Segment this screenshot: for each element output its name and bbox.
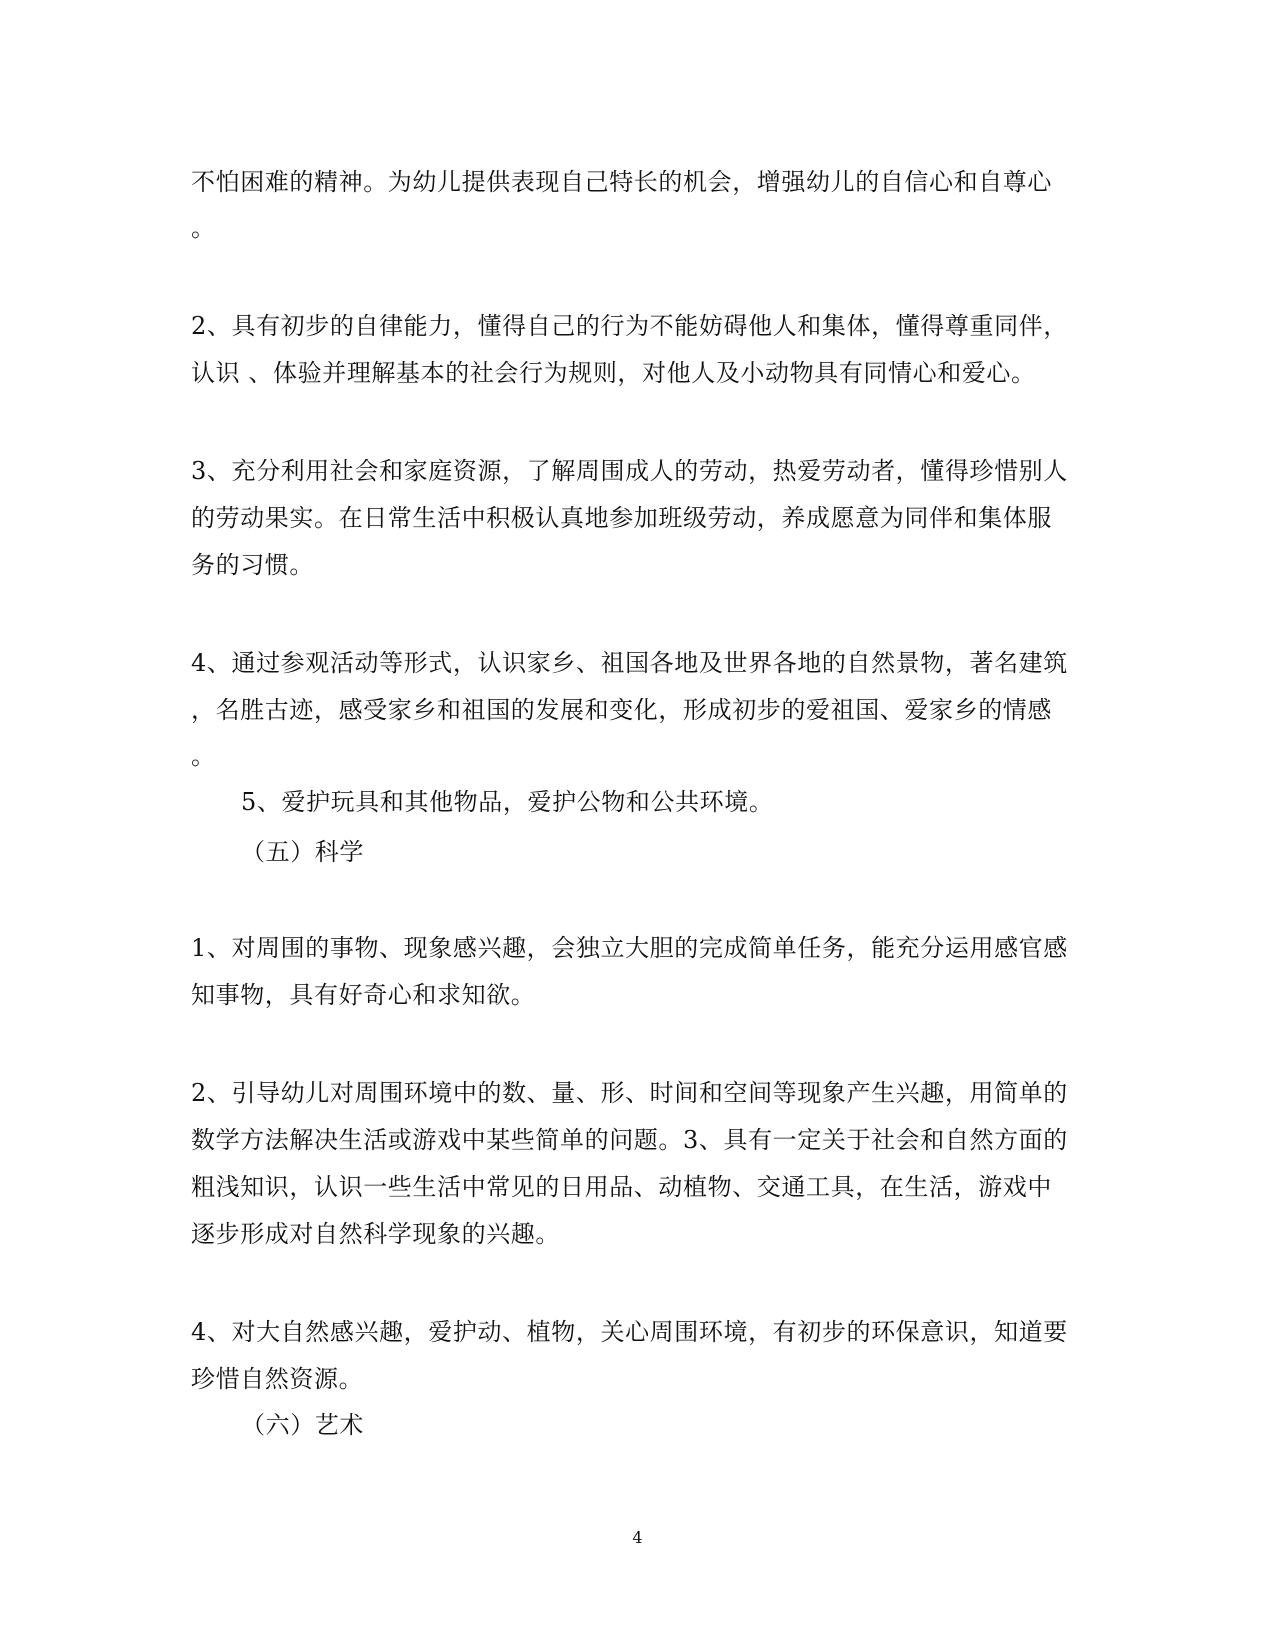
- text-line: ，名胜古迹，感受家乡和祖国的发展和变化，形成初步的爱祖国、爱家乡的情感: [191, 696, 1052, 724]
- text-line: 逐步形成对自然科学现象的兴趣。: [191, 1220, 560, 1248]
- section-heading: （五）科学: [241, 838, 364, 866]
- text-line: 2、具有初步的自律能力，懂得自己的行为不能妨碍他人和集体，懂得尊重同伴，: [191, 312, 1068, 340]
- text-line: 5、爱护玩具和其他物品，爱护公物和公共环境。: [241, 788, 774, 816]
- text-line: 认识 、体验并理解基本的社会行为规则，对他人及小动物具有同情心和爱心。: [191, 359, 1036, 387]
- text-line: 珍惜自然资源。: [191, 1365, 364, 1393]
- text-line: 不怕困难的精神。为幼儿提供表现自己特长的机会，增强幼儿的自信心和自尊心: [191, 168, 1052, 196]
- text-line: 务的习惯。: [191, 551, 314, 579]
- text-line: 4、对大自然感兴趣，爱护动、植物，关心周围环境，有初步的环保意识，知道要: [191, 1318, 1068, 1346]
- text-line: 知事物，具有好奇心和求知欲。: [191, 981, 536, 1009]
- section-heading: （六）艺术: [241, 1411, 364, 1439]
- page-number: 4: [632, 1528, 643, 1547]
- text-line: 数学方法解决生活或游戏中某些简单的问题。3、具有一定关于社会和自然方面的: [191, 1126, 1068, 1154]
- text-line: 。: [191, 214, 216, 242]
- text-line: 1、对周围的事物、现象感兴趣，会独立大胆的完成简单任务，能充分运用感官感: [191, 934, 1068, 962]
- text-line: 4、通过参观活动等形式，认识家乡、祖国各地及世界各地的自然景物，著名建筑: [191, 649, 1068, 677]
- text-line: 粗浅知识，认识一些生活中常见的日用品、动植物、交通工具，在生活，游戏中: [191, 1173, 1052, 1201]
- text-line: 的劳动果实。在日常生活中积极认真地参加班级劳动，养成愿意为同伴和集体服: [191, 504, 1052, 532]
- text-line: 。: [191, 742, 216, 770]
- text-line: 2、引导幼儿对周围环境中的数、量、形、时间和空间等现象产生兴趣，用简单的: [191, 1079, 1068, 1107]
- text-line: 3、充分利用社会和家庭资源，了解周围成人的劳动，热爱劳动者，懂得珍惜别人: [191, 457, 1068, 485]
